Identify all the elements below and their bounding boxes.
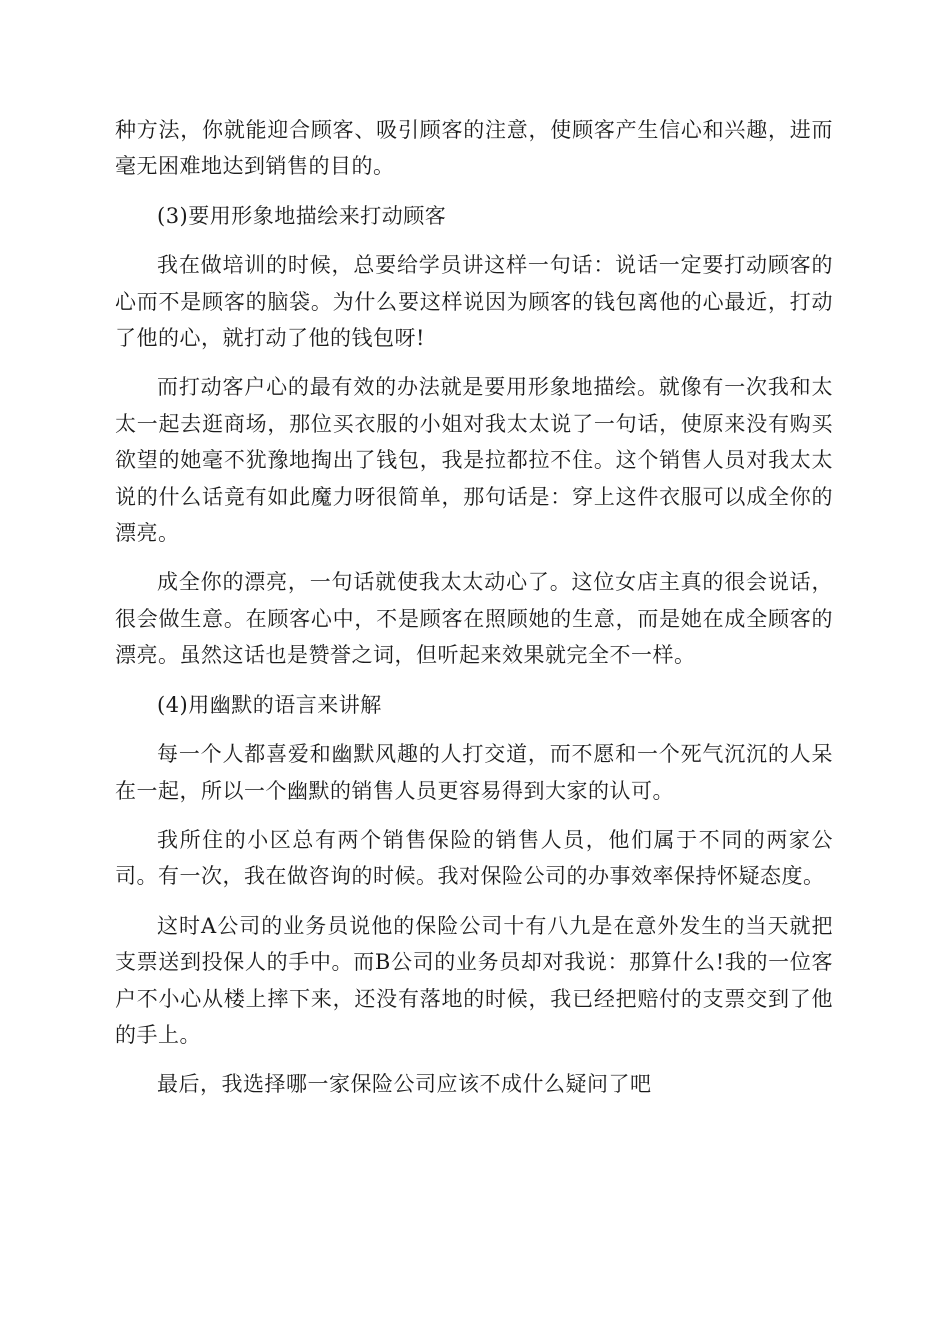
paragraph-shop-owner: 成全你的漂亮，一句话就使我太太动心了。这位女店主真的很会说话，很会做生意。在顾客心中，不是顾客在照顾她的生意，而是她在成全顾客的漂亮。虽然这话也是赞誉之词，但听起来效果就完全不一样。 [115, 570, 833, 668]
section-heading-4: (4)用幽默的语言来讲解 [157, 692, 382, 717]
document-body [115, 112, 833, 1116]
paragraph-continued-intro: 种方法，你就能迎合顾客、吸引顾客的注意，使顾客产生信心和兴趣，进而毫无困难地达到销售的目的。 [115, 118, 833, 179]
section-heading-3: (3)要用形象地描绘来打动顾客 [157, 203, 447, 228]
paragraph-conclusion: 最后，我选择哪一家保险公司应该不成什么疑问了吧 [157, 1072, 652, 1097]
paragraph-company-ab: 这时A公司的业务员说他的保险公司十有八九是在意外发生的当天就把支票送到投保人的手中。而B公司的业务员却对我说：那算什么!我的一位客户不小心从楼上摔下来，还没有落地的时候，我已经把赔付的支票交到了他的手上。 [115, 913, 833, 1047]
paragraph-shopping-story: 而打动客户心的最有效的办法就是要用形象地描绘。就像有一次我和太太一起去逛商场，那位买衣服的小姐对我太太说了一句话，使原来没有购买欲望的她毫不犹豫地掏出了钱包，我是拉都拉不住。这个销售人员对我太太说的什么话竟有如此魔力呀很简单，那句话是：穿上这件衣服可以成全你的漂亮。 [115, 375, 833, 546]
paragraph-insurance-sellers: 我所住的小区总有两个销售保险的销售人员，他们属于不同的两家公司。有一次，我在做咨询的时候。我对保险公司的办事效率保持怀疑态度。 [115, 827, 833, 889]
paragraph-training: 我在做培训的时候，总要给学员讲这样一句话：说话一定要打动顾客的心而不是顾客的脑袋。为什么要这样说因为顾客的钱包离他的心最近，打动了他的心，就打动了他的钱包呀! [115, 253, 833, 351]
paragraph-humor: 每一个人都喜爱和幽默风趣的人打交道，而不愿和一个死气沉沉的人呆在一起，所以一个幽默的销售人员更容易得到大家的认可。 [115, 742, 833, 803]
